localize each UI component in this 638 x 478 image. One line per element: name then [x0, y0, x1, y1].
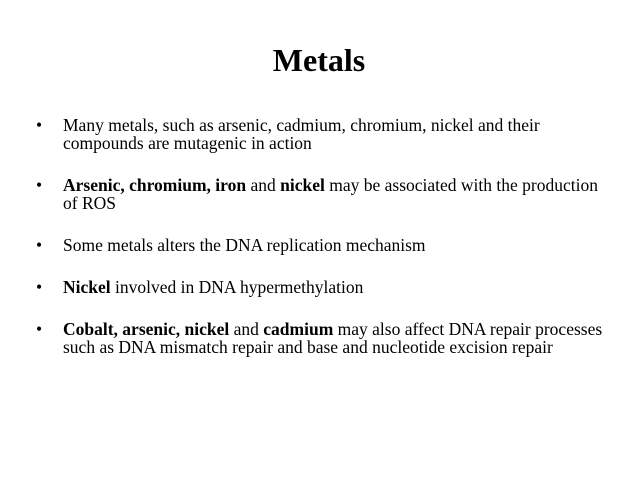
bullet-text-bold: Nickel	[63, 277, 111, 297]
bullet-dot-icon: •	[36, 277, 43, 297]
bullet-text: may also affect DNA repair processes such as DNA mismatch repair and base and nucleotide excision repair	[63, 319, 603, 357]
bullet-item-2	[36, 176, 606, 212]
bullet-dot-icon: •	[36, 235, 43, 255]
slide-title: Metals	[272, 42, 366, 78]
bullet-dot-icon: •	[36, 115, 43, 135]
bullet-text-bold: Cobalt, arsenic, nickel	[63, 319, 230, 339]
bullet-item-4	[36, 278, 606, 296]
bullet-text: may be associated with the production of ROS	[63, 175, 598, 213]
bullet-dot-icon: •	[36, 175, 43, 195]
bullet-item-3	[36, 236, 606, 254]
bullet-text-bold: cadmium	[263, 319, 334, 339]
bullet-text: involved in DNA hypermethylation	[110, 277, 364, 297]
bullet-text: Many metals, such as arsenic, cadmium, chromium, nickel and their compounds are mutagenic in action	[63, 115, 540, 153]
bullet-text: Some metals alters the DNA replication mechanism	[63, 235, 426, 255]
bullet-dot-icon: •	[36, 319, 43, 339]
bullet-text: and	[246, 175, 281, 195]
bullet-text-bold: Arsenic, chromium, iron	[63, 175, 247, 195]
bullet-text: and	[229, 319, 264, 339]
bullet-text-bold: nickel	[280, 175, 325, 195]
bullet-item-1	[36, 116, 606, 152]
bullet-item-5	[36, 320, 606, 356]
bullet-list	[36, 116, 606, 380]
